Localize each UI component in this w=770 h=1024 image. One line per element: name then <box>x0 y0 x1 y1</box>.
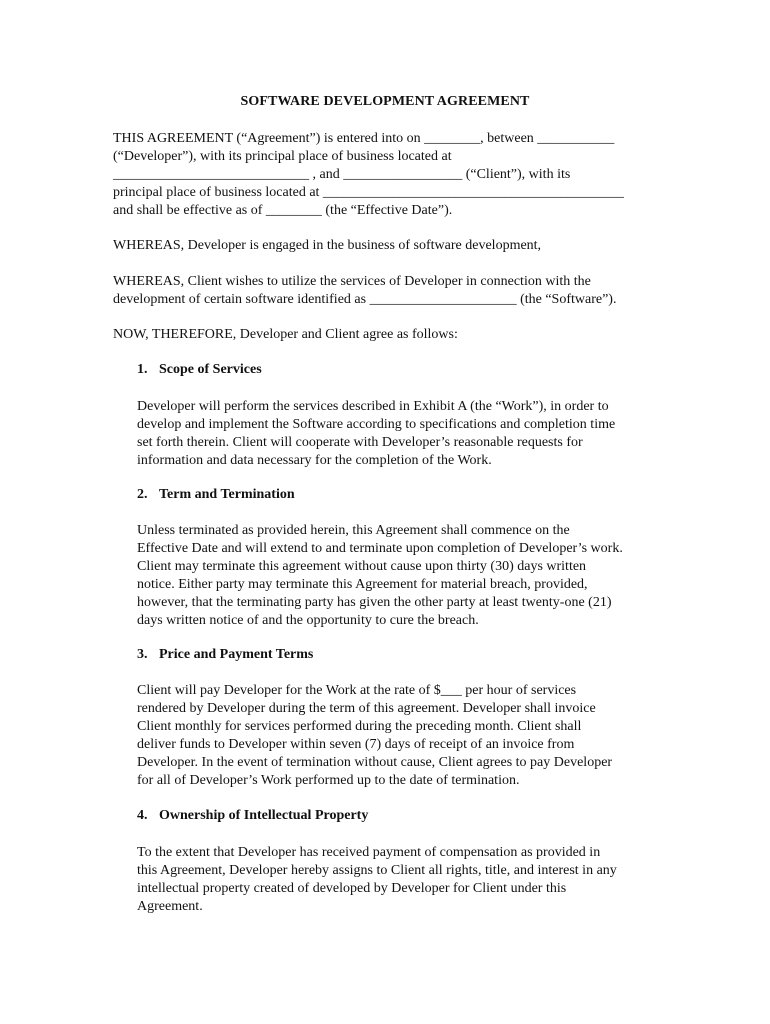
section-line: Developer will perform the services described in Exhibit A (the “Work”), in order to <box>137 399 609 414</box>
section-body-ownership-of-intellectual-property <box>137 844 677 916</box>
section-heading-ownership-of-intellectual-property <box>137 808 368 824</box>
section-title: Ownership of Intellectual Property <box>159 808 369 823</box>
section-title: Price and Payment Terms <box>159 647 314 662</box>
document-title: SOFTWARE DEVELOPMENT AGREEMENT <box>240 94 530 109</box>
intro-line: principal place of business located at ___________________________________________ <box>113 185 624 200</box>
intro-line: and shall be effective as of ________ (the “Effective Date”). <box>113 203 453 218</box>
section-line: develop and implement the Software according to specifications and completion time <box>137 417 616 432</box>
now-therefore-paragraph <box>113 326 673 344</box>
section-title: Term and Termination <box>159 487 295 502</box>
section-number: 3. <box>137 647 148 662</box>
section-number: 2. <box>137 487 148 502</box>
section-line: Developer. In the event of termination without cause, Client agrees to pay Developer <box>137 755 613 770</box>
section-line: Client monthly for services performed during the preceding month. Client shall <box>137 719 582 734</box>
whereas-line: development of certain software identified as _____________________ (the “Software”). <box>113 292 617 307</box>
now-therefore-line: NOW, THEREFORE, Developer and Client agree as follows: <box>113 327 458 342</box>
intro-line: (“Developer”), with its principal place of business located at <box>113 149 452 164</box>
whereas-paragraph-2 <box>113 273 673 309</box>
section-body-price-and-payment-terms <box>137 682 677 790</box>
section-line: Effective Date and will extend to and terminate upon completion of Developer’s work. <box>137 541 623 556</box>
whereas-line: WHEREAS, Client wishes to utilize the services of Developer in connection with the <box>113 274 591 289</box>
section-line: deliver funds to Developer within seven (7) days of receipt of an invoice from <box>137 737 575 752</box>
section-body-term-and-termination <box>137 522 677 630</box>
section-line: however, that the terminating party has given the other party at least twenty-one (21) <box>137 595 612 610</box>
intro-line: THIS AGREEMENT (“Agreement”) is entered into on ________, between ___________ <box>113 131 615 146</box>
section-line: this Agreement, Developer hereby assigns to Client all rights, title, and interest in any <box>137 863 617 878</box>
section-line: To the extent that Developer has received payment of compensation as provided in <box>137 845 601 860</box>
section-line: days written notice of and the opportunity to cure the breach. <box>137 613 479 628</box>
section-heading-scope-of-services <box>137 362 262 378</box>
section-line: Client will pay Developer for the Work at the rate of $___ per hour of services <box>137 683 577 698</box>
section-line: Unless terminated as provided herein, this Agreement shall commence on the <box>137 523 570 538</box>
section-line: intellectual property created of developed by Developer for Client under this <box>137 881 567 896</box>
section-line: rendered by Developer during the term of this agreement. Developer shall invoice <box>137 701 596 716</box>
whereas-paragraph-1 <box>113 237 673 255</box>
section-line: for all of Developer’s Work performed up to the date of termination. <box>137 773 520 788</box>
whereas-line: WHEREAS, Developer is engaged in the business of software development, <box>113 238 542 253</box>
section-heading-price-and-payment-terms <box>137 647 313 663</box>
section-title: Scope of Services <box>159 362 262 377</box>
section-number: 4. <box>137 808 148 823</box>
intro-line: ____________________________ , and _________________ (“Client”), with its <box>113 167 571 182</box>
section-number: 1. <box>137 362 148 377</box>
section-line: Agreement. <box>137 899 203 914</box>
section-body-scope-of-services <box>137 398 677 470</box>
section-line: Client may terminate this agreement without cause upon thirty (30) days written <box>137 559 587 574</box>
section-heading-term-and-termination <box>137 487 295 503</box>
section-line: notice. Either party may terminate this Agreement for material breach, provided, <box>137 577 588 592</box>
section-line: information and data necessary for the completion of the Work. <box>137 453 492 468</box>
section-line: set forth therein. Client will cooperate with Developer’s reasonable requests for <box>137 435 583 450</box>
intro-paragraph <box>113 130 673 220</box>
